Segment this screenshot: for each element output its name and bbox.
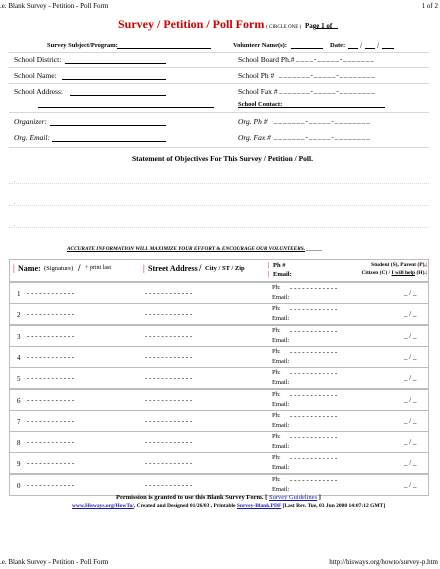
name-field[interactable]: - - - - - - - - - - - - — [27, 374, 75, 382]
ph-field[interactable]: - - - - - - - - - - - - — [290, 476, 338, 484]
permission-text: Permission is granted to use this Blank Survey Form. — [116, 494, 264, 501]
separator-2 — [9, 67, 429, 68]
ph-label: Ph: — [272, 348, 281, 355]
name-header: Name: — [18, 264, 41, 273]
school-district-field[interactable] — [65, 63, 166, 64]
separator-1 — [9, 52, 429, 53]
table-row — [9, 325, 429, 347]
statement-line-1[interactable] — [9, 183, 429, 184]
ph-field[interactable]: - - - - - - - - - - - - — [290, 348, 338, 356]
row-number: 4 — [17, 354, 21, 362]
email-label: Email: — [272, 337, 290, 344]
name-header-bar: | — [13, 263, 15, 273]
name-print-last: + print last — [85, 265, 112, 271]
org-fax-label: Org. Fax # — [238, 133, 271, 142]
email-label: Email: — [272, 379, 290, 386]
ph-label: Ph: — [272, 305, 281, 312]
statement-dot-2: . — [14, 201, 16, 206]
name-field[interactable]: - - - - - - - - - - - - — [27, 396, 75, 404]
revision-text: Last Rev. Tue, 03 Jun 2008 14:07:12 GMT — [284, 503, 384, 509]
org-ph-field[interactable]: _______-_____-________ — [274, 117, 371, 125]
name-field[interactable]: - - - - - - - - - - - - — [27, 353, 75, 361]
status-field[interactable]: _ / _ — [404, 332, 417, 340]
org-fax-field[interactable]: _______-_____-________ — [274, 133, 371, 141]
ph-label: Ph: — [272, 369, 281, 376]
school-contact-label: School Contact: — [238, 101, 283, 108]
table-row — [9, 282, 429, 304]
ph-label: Ph: — [272, 454, 281, 461]
status-field[interactable]: _ / _ — [404, 481, 417, 489]
print-footer-right: http://hisways.org/howto/survey-p.htm — [329, 558, 438, 566]
street-field[interactable]: - - - - - - - - - - - - — [145, 289, 193, 297]
ph-label: Ph: — [272, 412, 281, 419]
print-header-right: 1 of 2 — [421, 2, 438, 10]
date-label: Date: — [330, 42, 346, 49]
circle-one-note: ( CIRCLE ONE ) — [266, 25, 302, 30]
statement-line-3[interactable] — [9, 227, 429, 228]
status-header-2: Citizen (C) / I will help (H).| — [361, 270, 427, 276]
name-slash: / — [78, 263, 81, 273]
org-email-label: Org. Email: — [14, 133, 50, 142]
survey-guidelines-link[interactable]: Survey Guidelines — [268, 494, 318, 501]
org-email-field[interactable] — [52, 141, 166, 142]
credits-line: www.Hisways.org/HowTo/, Created and Designed 01/26/03 , Printable Survey-Blank.PDF [Last Rev. Tue, 03 Jun 2008 14:07:12 GMT] — [72, 503, 386, 509]
separator-4 — [9, 112, 429, 113]
street-field[interactable]: - - - - - - - - - - - - — [145, 417, 193, 425]
street-header-bar: | — [143, 263, 145, 273]
school-contact-field[interactable] — [283, 107, 385, 108]
ph-field[interactable]: - - - - - - - - - - - - — [290, 433, 338, 441]
survey-subject-field[interactable] — [117, 48, 211, 49]
status-field[interactable]: _ / _ — [404, 459, 417, 467]
street-field[interactable]: - - - - - - - - - - - - — [145, 396, 193, 404]
ph-header-bar: | — [268, 261, 270, 269]
school-district-label: School District: — [14, 55, 62, 64]
email-label: Email: — [272, 422, 290, 429]
volunteer-field[interactable] — [291, 48, 323, 49]
name-field[interactable]: - - - - - - - - - - - - — [27, 417, 75, 425]
accurate-notice-text: ACCURATE INFORMATION WILL MAXIMIZE YOUR EFFORT & ENCOURAGE OUR VOLUNTEERS. — [67, 246, 306, 252]
separator-3 — [9, 83, 429, 84]
school-board-field[interactable]: ____-_____-_______ — [296, 55, 375, 63]
status-field[interactable]: _ / _ — [404, 396, 417, 404]
table-row — [9, 452, 429, 474]
street-field[interactable]: - - - - - - - - - - - - — [145, 481, 193, 489]
table-row — [9, 474, 429, 496]
street-field[interactable]: - - - - - - - - - - - - — [145, 332, 193, 340]
page-label: Page 1 of — [304, 22, 333, 30]
date-year-field[interactable] — [382, 48, 394, 49]
email-header: Email: — [273, 271, 292, 278]
name-signature: (Signature) — [44, 265, 74, 272]
status-header-line-1: Student (S), Parent (P), — [371, 262, 426, 268]
form-title: Survey / Petition / Poll Form — [118, 17, 265, 31]
school-fax-label: School Fax # — [238, 87, 278, 96]
row-number: 6 — [17, 397, 21, 405]
table-row — [9, 431, 429, 453]
status-help-code: (H). — [416, 270, 426, 276]
email-label: Email: — [272, 315, 290, 322]
email-label: Email: — [272, 443, 290, 450]
status-field[interactable]: _ / _ — [404, 374, 417, 382]
print-header-left: .e. Blank Survey - Petition - Poll Form — [0, 2, 109, 10]
row-number: 3 — [17, 333, 21, 341]
status-field[interactable]: _ / _ — [404, 310, 417, 318]
email-header-bar: | — [268, 270, 270, 278]
school-address-label: School Address: — [14, 87, 63, 96]
school-fax-field[interactable]: _______-_____-________ — [279, 87, 376, 95]
table-row — [9, 303, 429, 325]
email-label: Email: — [272, 358, 290, 365]
ph-field[interactable]: - - - - - - - - - - - - — [290, 327, 338, 335]
row-number: 9 — [17, 460, 21, 468]
date-slash-2: / — [377, 41, 380, 50]
ph-label: Ph: — [272, 391, 281, 398]
status-field[interactable]: _ / _ — [404, 417, 417, 425]
statement-line-2[interactable] — [9, 205, 429, 206]
email-label: Email: — [272, 464, 290, 471]
status-citizen: Citizen (C) / — [361, 270, 391, 276]
street-field[interactable]: - - - - - - - - - - - - — [145, 438, 193, 446]
street-field[interactable]: - - - - - - - - - - - - — [145, 459, 193, 467]
street-field[interactable]: - - - - - - - - - - - - — [145, 374, 193, 382]
date-month-field[interactable] — [348, 48, 358, 49]
row-number: 5 — [17, 375, 21, 383]
school-address-field-2[interactable] — [38, 107, 214, 108]
status-field[interactable]: _ / _ — [404, 289, 417, 297]
ph-label: Ph: — [272, 327, 281, 334]
name-field[interactable]: - - - - - - - - - - - - — [27, 332, 75, 340]
school-name-label: School Name: — [14, 71, 57, 80]
ph-field[interactable]: - - - - - - - - - - - - — [290, 391, 338, 399]
row-number: 8 — [17, 439, 21, 447]
name-field[interactable]: - - - - - - - - - - - - — [27, 459, 75, 467]
statement-dot-1: . — [14, 179, 16, 184]
row-number: 0 — [17, 482, 21, 490]
status-header-1: Student (S), Parent (P),| — [371, 262, 427, 268]
table-row — [9, 410, 429, 432]
ph-label: Ph: — [272, 284, 281, 291]
name-field[interactable]: - - - - - - - - - - - - — [27, 289, 75, 297]
school-contact-underline — [238, 107, 284, 108]
organizer-label: Organizer: — [14, 117, 48, 126]
school-ph-label: School Ph # — [238, 71, 275, 80]
hisways-link[interactable]: www.Hisways.org/HowTo/ — [72, 503, 134, 509]
statement-dot-3: . — [14, 223, 16, 228]
page-total-line[interactable] — [316, 28, 338, 29]
status-help: I will help — [391, 270, 416, 276]
email-label: Email: — [272, 486, 290, 493]
email-label: Email: — [272, 401, 290, 408]
street-header: Street Address — [148, 264, 198, 273]
name-field[interactable]: - - - - - - - - - - - - — [27, 481, 75, 489]
ph-field[interactable]: - - - - - - - - - - - - — [290, 412, 338, 420]
street-slash: / — [199, 263, 202, 273]
ph-field[interactable]: - - - - - - - - - - - - — [290, 284, 338, 292]
print-footer-left: .e. Blank Survey - Petition - Poll Form — [0, 558, 109, 566]
date-slash-1: / — [360, 41, 363, 50]
org-ph-label: Org. Ph # — [238, 117, 268, 126]
table-row — [9, 389, 429, 411]
school-name-field[interactable] — [62, 79, 166, 80]
accurate-notice: ACCURATE INFORMATION WILL MAXIMIZE YOUR EFFORT & ENCOURAGE OUR VOLUNTEERS. ______ — [67, 246, 323, 252]
volunteer-label: Volunteer Name(s): — [233, 42, 287, 49]
row-number: 7 — [17, 418, 21, 426]
table-row — [9, 346, 429, 368]
ph-label: Ph: — [272, 433, 281, 440]
organizer-field[interactable] — [50, 125, 166, 126]
school-ph-field[interactable]: _______-_____-________ — [279, 71, 376, 79]
name-field[interactable]: - - - - - - - - - - - - — [27, 438, 75, 446]
survey-blank-pdf-link[interactable]: Survey-Blank.PDF — [236, 503, 282, 509]
street-field[interactable]: - - - - - - - - - - - - — [145, 310, 193, 318]
ph-field[interactable]: - - - - - - - - - - - - — [290, 454, 338, 462]
status-field[interactable]: _ / _ — [404, 438, 417, 446]
ph-field[interactable]: - - - - - - - - - - - - — [290, 369, 338, 377]
separator-5 — [9, 147, 429, 148]
row-number: 2 — [17, 311, 21, 319]
street-field[interactable]: - - - - - - - - - - - - — [145, 353, 193, 361]
name-field[interactable]: - - - - - - - - - - - - — [27, 310, 75, 318]
survey-subject-label: Survey Subject/Program: — [47, 42, 118, 49]
permission-line: Permission is granted to use this Blank Survey Form. [ Survey Guidelines ] — [116, 494, 321, 501]
statement-title: Statement of Objectives For This Survey / Petition / Poll. — [132, 154, 313, 163]
table-row — [9, 367, 429, 389]
city-header: City / ST / Zip — [205, 265, 245, 272]
school-board-label: School Board Ph.# — [238, 55, 295, 64]
email-label: Email: — [272, 294, 290, 301]
status-field[interactable]: _ / _ — [404, 353, 417, 361]
ph-field[interactable]: - - - - - - - - - - - - — [290, 305, 338, 313]
row-number: 1 — [17, 290, 21, 298]
ph-header: Ph # — [273, 262, 286, 269]
school-address-field[interactable] — [70, 95, 166, 96]
date-day-field[interactable] — [365, 48, 375, 49]
ph-label: Ph: — [272, 476, 281, 483]
form-title-block — [118, 17, 332, 32]
created-text: , Created and Designed 01/26/03 , Printable — [133, 503, 236, 509]
